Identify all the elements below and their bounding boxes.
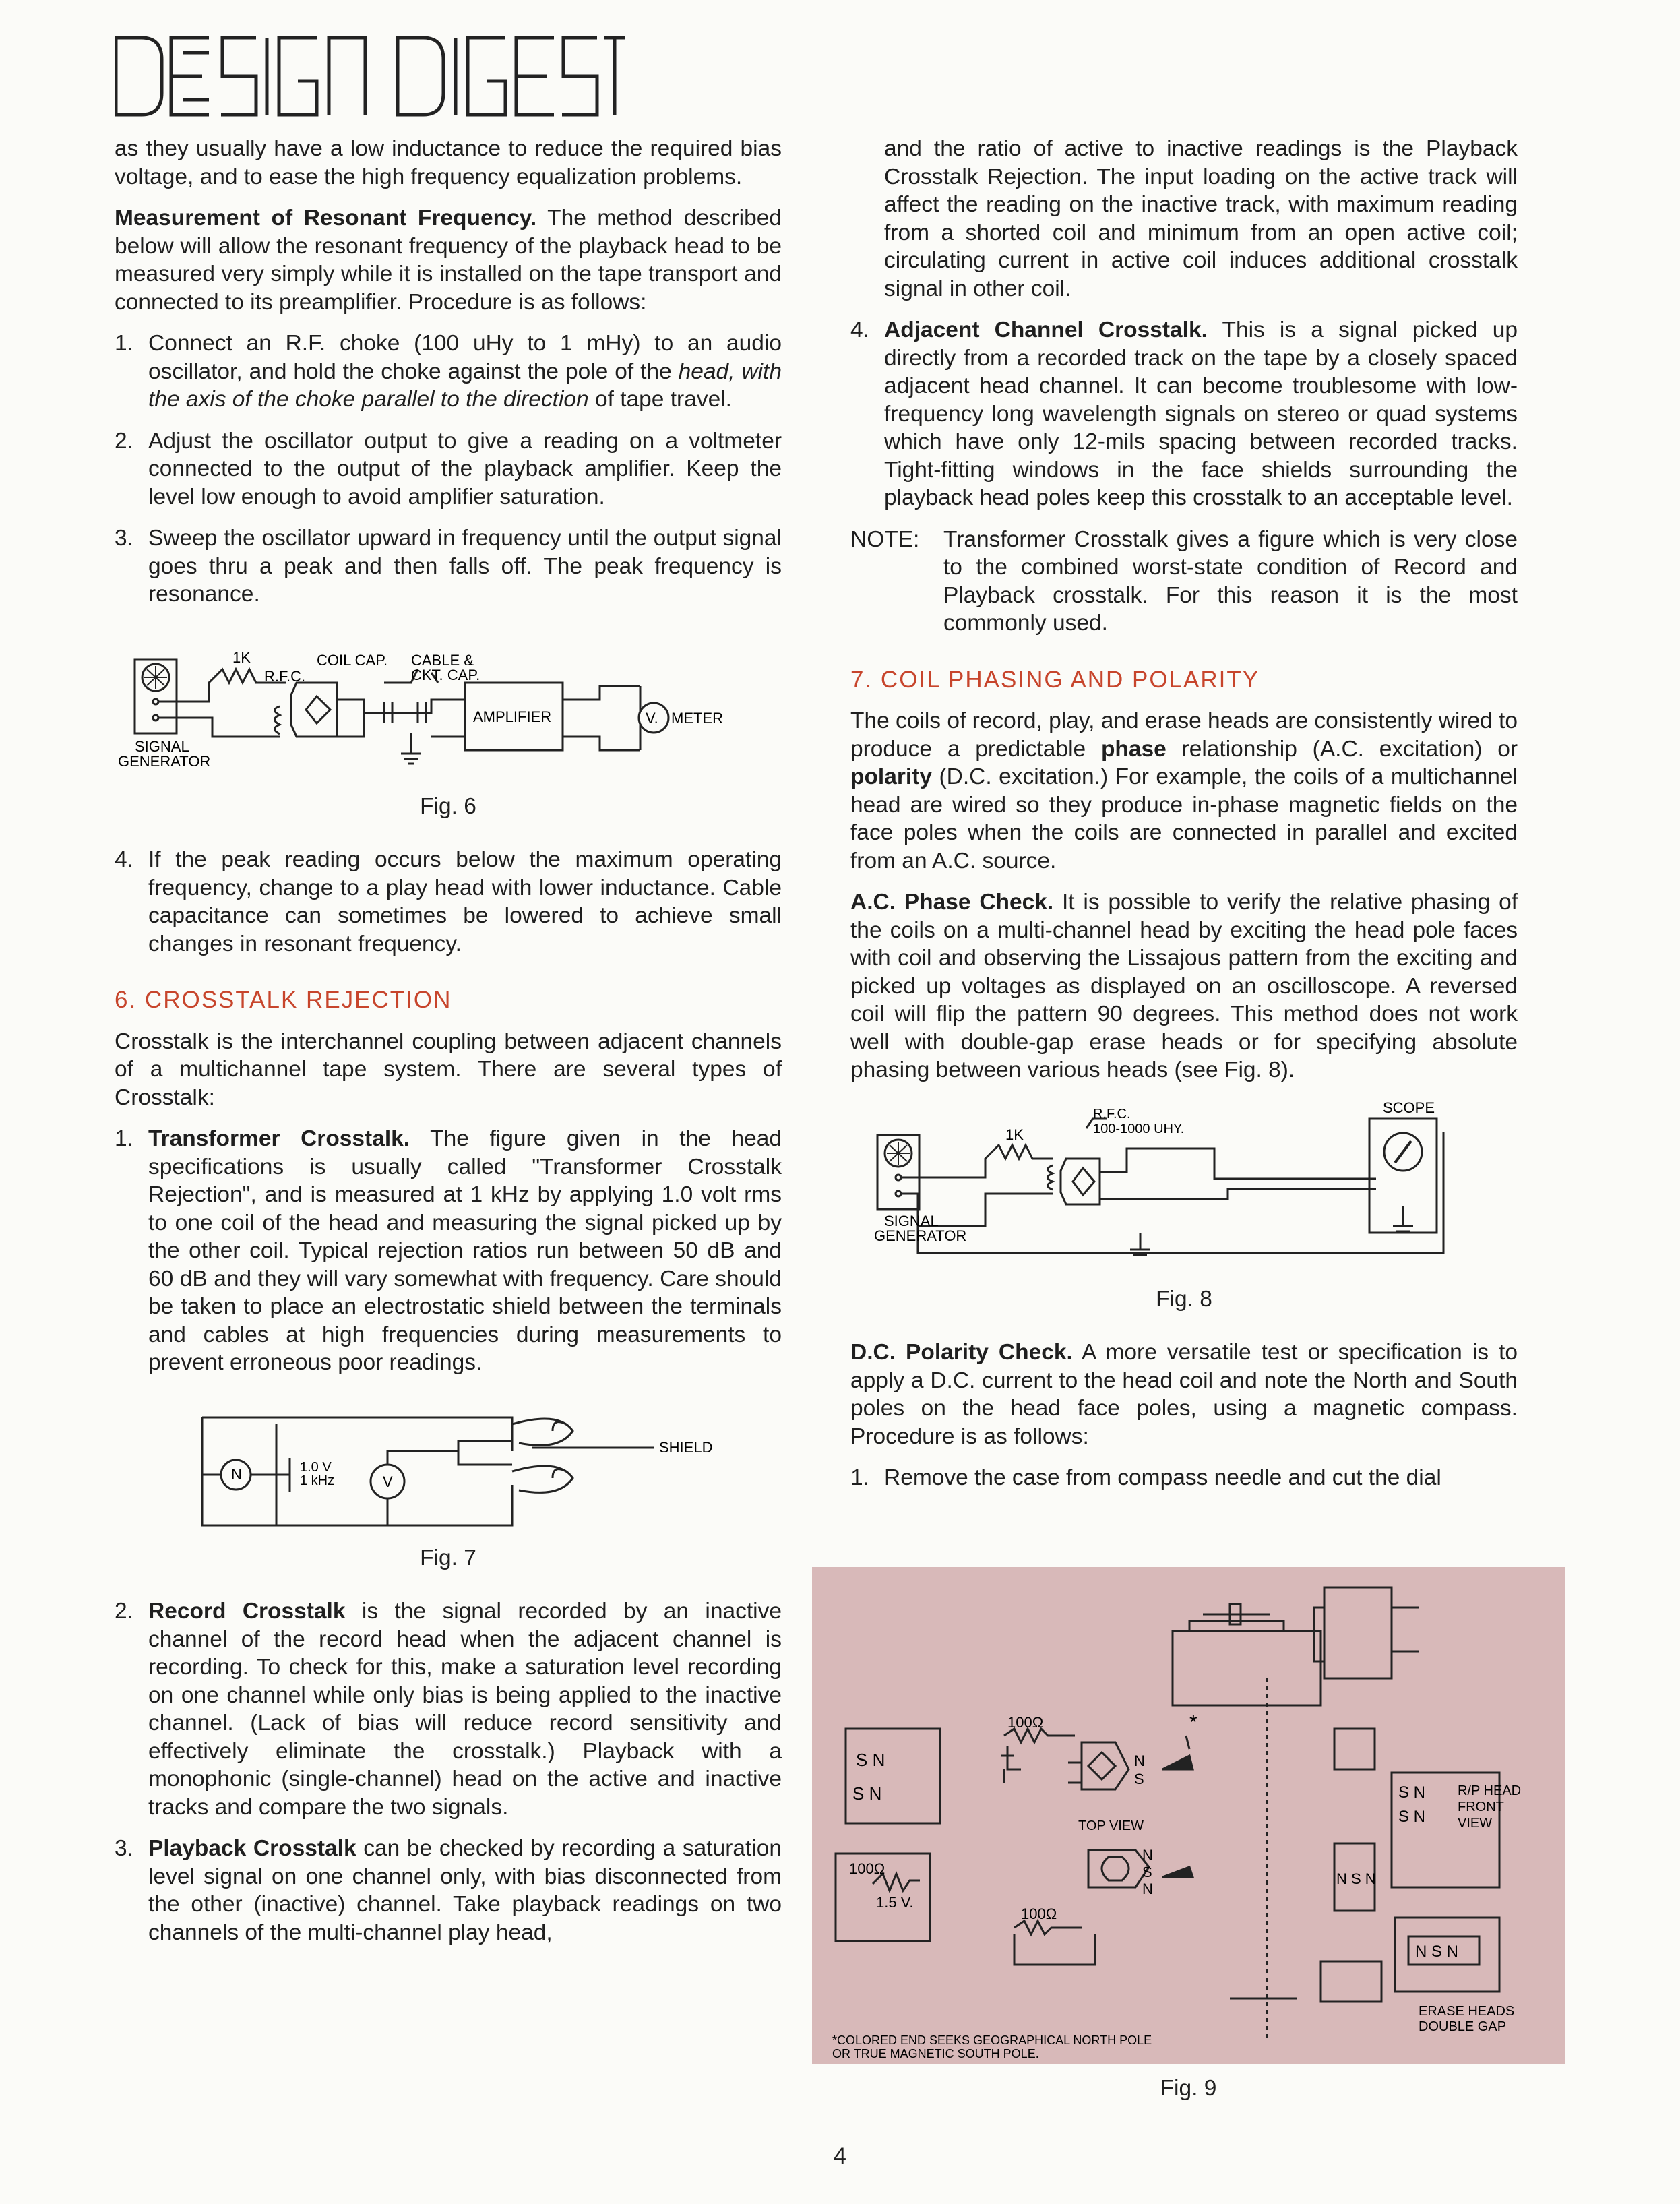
continued-paragraph: and the ratio of active to inactive readings is the Playback Crosstalk Rejection. The input loading on the active track will affect the reading on the inactive track, with maximum reading from a shorted coil and minimum from an open active coil; circulating current in active coil induces additional crosstalk signal in other coil. [884, 136, 1518, 301]
dc-step-1: 1. Remove the case from compass needle and cut the dial [850, 1465, 1441, 1490]
svg-text:*COLORED END SEEKS GEOGRAPHICA: *COLORED END SEEKS GEOGRAPHICAL NORTH POLE [832, 2033, 1152, 2047]
svg-text:1 kHz: 1 kHz [300, 1473, 335, 1488]
fig7-caption: Fig. 7 [420, 1545, 476, 1570]
svg-text:CKT. CAP.: CKT. CAP. [411, 666, 480, 683]
section-6-heading: 6. CROSSTALK REJECTION [115, 987, 452, 1013]
svg-text:S N: S N [856, 1750, 885, 1770]
svg-text:100Ω: 100Ω [1021, 1905, 1057, 1922]
right-column [850, 135, 1518, 1506]
svg-text:100Ω: 100Ω [1007, 1714, 1044, 1731]
step-4: 4. If the peak reading occurs below the maximum operating frequency, change to a play head with lower inductance. Cable capacitance can sometimes be lowered to achieve small changes in resonant frequency. [115, 847, 782, 956]
svg-text:N S N: N S N [1336, 1870, 1376, 1887]
crosstalk-intro: Crosstalk is the interchannel coupling between adjacent channels of a multichannel tape system. There are several types of Crosstalk: [115, 1029, 782, 1110]
svg-text:GENERATOR: GENERATOR [118, 752, 211, 770]
svg-text:TOP VIEW: TOP VIEW [1078, 1818, 1144, 1833]
svg-text:COIL CAP.: COIL CAP. [317, 651, 388, 669]
step-3: 3. Sweep the oscillator upward in frequency until the output signal goes thru a peak and then falls off. The peak frequency is resonance. [115, 526, 782, 607]
svg-text:SHIELD: SHIELD [659, 1438, 713, 1456]
left-column [115, 135, 782, 1960]
resonant-lead: Measurement of Resonant Frequency. [115, 206, 537, 231]
fig9-diagram [812, 1567, 1565, 2064]
phasing-paragraph: The coils of record, play, and erase heads are consistently wired to produce a predictable phase relationship (A.C. excitation) or polarity (D.C. excitation.) For example, the coils of a multichannel head are wired so they produce in-phase magnetic fields on the face poles when the coils are connected in parallel and excited from an A.C. source. [850, 708, 1518, 874]
ac-phase-paragraph: A.C. Phase Check. It is possible to verify the relative phasing of the coils on a multi-channel head by exciting the head pole faces with coil and observing the Lissajous pattern from the exciting and picked up voltages as displayed on an oscilloscope. A reversed coil will flip the pattern 90 degrees. This method does not work well with double-gap erase heads or for specifying absolute phasing between various heads (see Fig. 8). [850, 890, 1518, 1082]
resonant-text: The method described below will allow the resonant frequency of the playback head to be measured very simply while it is installed on the tape transport and connected to its preamplifier. Procedure is as follows: [115, 206, 782, 315]
svg-text:N: N [1142, 1847, 1153, 1864]
playback-crosstalk: 3. Playback Crosstalk can be checked by recording a saturation level signal on one channel only, with bias disconnected from the other (inactive) channel. Take playback readings on two channels of the multi-channel play head, [115, 1836, 782, 1945]
svg-text:R/P HEAD: R/P HEAD [1458, 1783, 1522, 1798]
fig6-diagram [115, 636, 782, 780]
svg-text:1K: 1K [1005, 1126, 1024, 1143]
svg-text:*: * [1189, 1711, 1197, 1734]
svg-text:CABLE &: CABLE & [411, 651, 474, 669]
svg-text:R.F.C.: R.F.C. [1093, 1106, 1131, 1122]
svg-text:FRONT: FRONT [1458, 1800, 1504, 1814]
fig8-caption: Fig. 8 [1156, 1286, 1212, 1312]
svg-text:OR TRUE MAGNETIC SOUTH POLE.: OR TRUE MAGNETIC SOUTH POLE. [832, 2047, 1039, 2060]
svg-text:S N: S N [1398, 1808, 1426, 1826]
section-7-heading: 7. COIL PHASING AND POLARITY [850, 666, 1260, 693]
svg-text:V.: V. [646, 709, 658, 727]
svg-text:V: V [383, 1473, 393, 1490]
svg-text:100-1000 UHY.: 100-1000 UHY. [1093, 1121, 1185, 1136]
adjacent-crosstalk: 4. Adjacent Channel Crosstalk. This is a signal picked up directly from a recorded track on the tape by a closely spaced adjacent head channel. It can become troublesome with low-frequency long wavelength signals on stereo or quad systems which have only 12-mils spacing between recorded tracks. Tight-fitting windows in the face shields surrounding the playback head poles keep this crosstalk to an acceptable level. [850, 317, 1518, 510]
svg-text:AMPLIFIER: AMPLIFIER [473, 708, 552, 725]
svg-text:N: N [1142, 1880, 1153, 1897]
fig6-caption: Fig. 6 [420, 793, 476, 819]
svg-text:S: S [1134, 1771, 1144, 1787]
step-2: 2. Adjust the oscillator output to give a reading on a voltmeter connected to the output of the playback amplifier. Keep the level low enough to avoid amplifier saturation. [115, 428, 782, 510]
svg-text:S: S [1142, 1864, 1152, 1880]
record-crosstalk: 2. Record Crosstalk is the signal recorded by an inactive channel of the record head when the adjacent channel is recording. To check for this, make a saturation level recording on one channel while only bias is being applied to the inactive channel. (Lack of bias will reduce record sensitivity and effectively eliminate the crosstalk.) Playback with a monophonic (single-channel) head on the active and inactive tracks and compare the two signals. [115, 1599, 782, 1820]
svg-text:1K: 1K [232, 648, 251, 666]
svg-text:1.0 V: 1.0 V [300, 1459, 332, 1475]
svg-text:SCOPE: SCOPE [1383, 1099, 1435, 1116]
fig7-diagram [115, 1411, 782, 1532]
svg-text:DOUBLE GAP: DOUBLE GAP [1419, 2019, 1507, 2034]
svg-text:R.F.C.: R.F.C. [264, 667, 306, 685]
svg-text:N S N: N S N [1415, 1942, 1459, 1961]
svg-text:S N: S N [1398, 1783, 1426, 1802]
svg-text:ERASE HEADS: ERASE HEADS [1419, 2004, 1515, 2019]
svg-text:N: N [1134, 1752, 1145, 1769]
transformer-crosstalk: 1. Transformer Crosstalk. The figure given in the head specifications is usually called "Transformer Crosstalk Rejection", and is measured at 1 kHz by applying 1.0 volt rms to one coil of the head and measuring the signal picked up by the other coil. Typical rejection ratios run between 50 dB and 60 dB and they will vary somewhat with frequency. Care should be taken to place an electrostatic shield between the terminals and cables at high frequencies during measurements to prevent erroneous poor readings. [115, 1126, 782, 1375]
dc-polarity-paragraph: D.C. Polarity Check. A more versatile test or specification is to apply a D.C. current to the head coil and note the North and South poles on the head face poles, using a magnetic compass. Procedure is as follows: [850, 1340, 1518, 1449]
fig8-diagram [850, 1098, 1518, 1273]
svg-text:SIGNAL: SIGNAL [135, 737, 189, 755]
fig9-panel [812, 1567, 1565, 2064]
note-paragraph: NOTE: Transformer Crosstalk gives a figure which is very close to the combined worst-state condition of Record and Playback crosstalk. For this reason it is the most commonly used. [850, 526, 1518, 636]
step-1: 1. Connect an R.F. choke (100 uHy to 1 mHy) to an audio oscillator, and hold the choke against the pole of the head, with the axis of the choke parallel to the direction of tape travel. [115, 331, 782, 412]
svg-text:METER: METER [671, 709, 723, 727]
svg-text:N: N [231, 1465, 242, 1483]
svg-text:SIGNAL: SIGNAL [884, 1212, 939, 1229]
resonant-paragraph [115, 204, 782, 316]
svg-text:GENERATOR: GENERATOR [874, 1227, 967, 1244]
page-number: 4 [834, 2143, 846, 2169]
svg-text:VIEW: VIEW [1458, 1816, 1493, 1831]
design-digest-logo [115, 32, 627, 120]
fig9-caption: Fig. 9 [1160, 2076, 1217, 2101]
svg-text:S N: S N [852, 1783, 882, 1804]
svg-text:100Ω: 100Ω [849, 1860, 885, 1877]
svg-text:1.5 V.: 1.5 V. [876, 1894, 914, 1911]
intro-paragraph: as they usually have a low inductance to reduce the required bias voltage, and to ease the high frequency equalization problems. [115, 136, 782, 189]
